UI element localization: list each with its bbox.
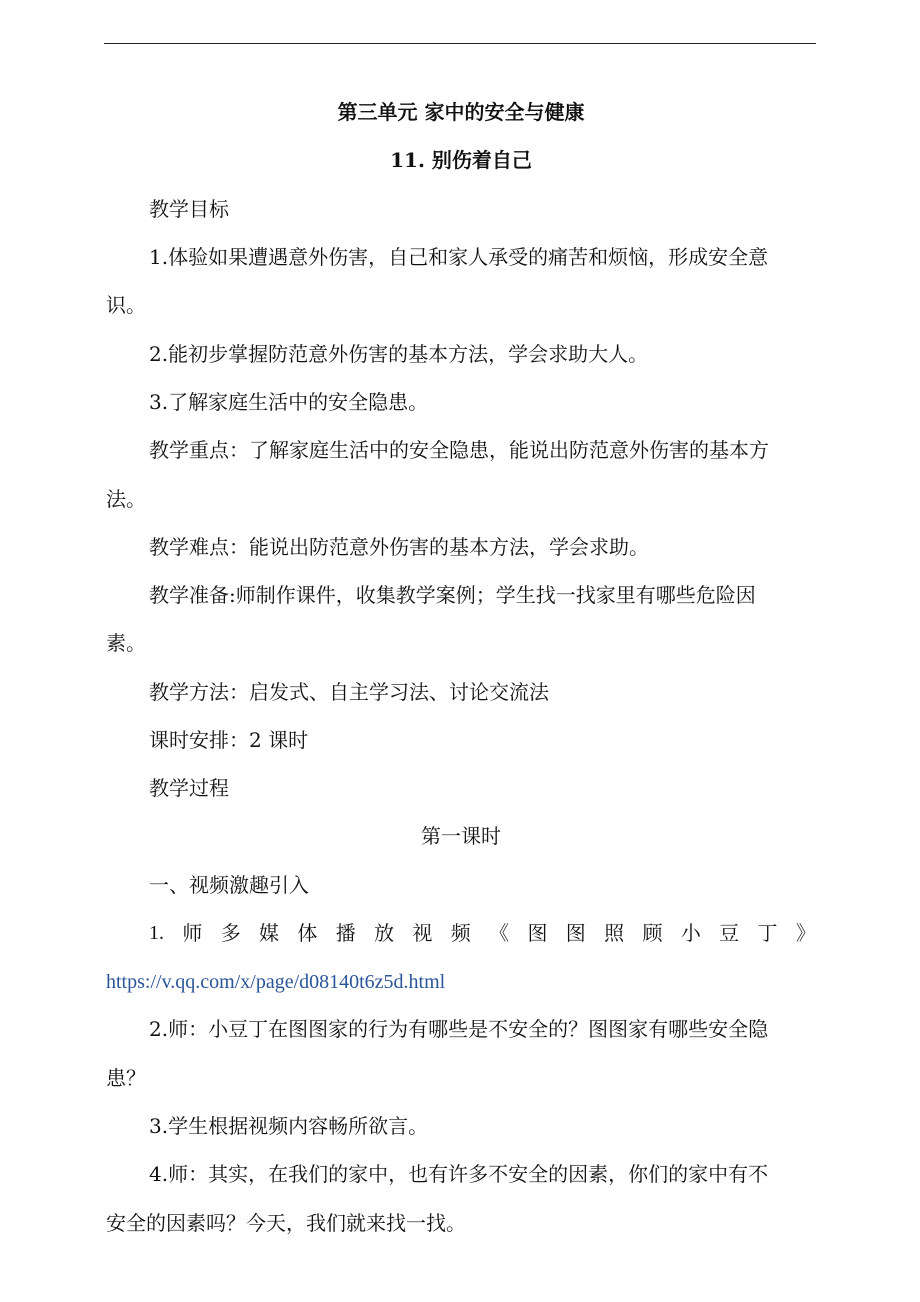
key-points-line-1: 教学重点：了解家庭生活中的安全隐患，能说出防范意外伤害的基本方 [149, 438, 769, 462]
key-points-line-2: 法。 [106, 487, 146, 511]
period-title: 第一课时 [421, 824, 501, 848]
objectives-heading: 教学目标 [149, 197, 229, 221]
item-1-char: 图 [565, 921, 586, 945]
section-1-heading: 一、视频激趣引入 [149, 873, 309, 897]
item-1-char: 照 [604, 921, 625, 945]
item-1-char: 媒 [259, 921, 280, 945]
section-1-item-4-line-2: 安全的因素吗？今天，我们就来找一找。 [106, 1211, 466, 1235]
item-1-char: 体 [297, 921, 318, 945]
item-1-char: 丁 [757, 921, 778, 945]
section-1-item-2-line-2: 患？ [106, 1066, 146, 1090]
item-1-char: 顾 [642, 921, 663, 945]
preparation-line-2: 素。 [106, 631, 146, 655]
methods: 教学方法：启发式、自主学习法、讨论交流法 [149, 680, 549, 704]
item-1-char: 1. [149, 922, 164, 944]
item-1-char: 放 [374, 921, 395, 945]
section-1-item-2-line-1: 2.师：小豆丁在图图家的行为有哪些是不安全的？图图家有哪些安全隐 [149, 1017, 769, 1041]
difficulties: 教学难点：能说出防范意外伤害的基本方法，学会求助。 [149, 535, 649, 559]
process-heading: 教学过程 [149, 776, 229, 800]
preparation-line-1: 教学准备:师制作课件，收集教学案例；学生找一找家里有哪些危险因 [149, 583, 756, 607]
item-1-char: 多 [220, 921, 241, 945]
section-1-item-3: 3.学生根据视频内容畅所欲言。 [149, 1114, 429, 1138]
item-1-char: 小 [680, 921, 701, 945]
item-1-char: 豆 [719, 921, 740, 945]
section-1-item-1 [106, 920, 816, 946]
objective-2: 2.能初步掌握防范意外伤害的基本方法，学会求助大人。 [149, 342, 649, 366]
unit-title: 第三单元 家中的安全与健康 [337, 100, 585, 124]
header-rule [104, 43, 816, 44]
item-1-char: 图 [527, 921, 548, 945]
item-1-char: 师 [182, 921, 203, 945]
lesson-title: 11. 别伤着自己 [390, 148, 532, 172]
item-1-char: 频 [450, 921, 471, 945]
item-1-char: 《 [489, 921, 510, 945]
item-1-char: 》 [795, 921, 816, 945]
objective-3: 3.了解家庭生活中的安全隐患。 [149, 390, 429, 414]
item-1-char: 播 [335, 921, 356, 945]
item-1-char: 视 [412, 921, 433, 945]
schedule: 课时安排：2 课时 [149, 728, 309, 752]
section-1-item-4-line-1: 4.师：其实，在我们的家中，也有许多不安全的因素，你们的家中有不 [149, 1162, 769, 1186]
objective-1-line-1: 1.体验如果遭遇意外伤害，自己和家人承受的痛苦和烦恼，形成安全意 [149, 245, 769, 269]
video-link[interactable]: https://v.qq.com/x/page/d08140t6z5d.html [106, 971, 446, 993]
objective-1-line-2: 识。 [106, 293, 146, 317]
